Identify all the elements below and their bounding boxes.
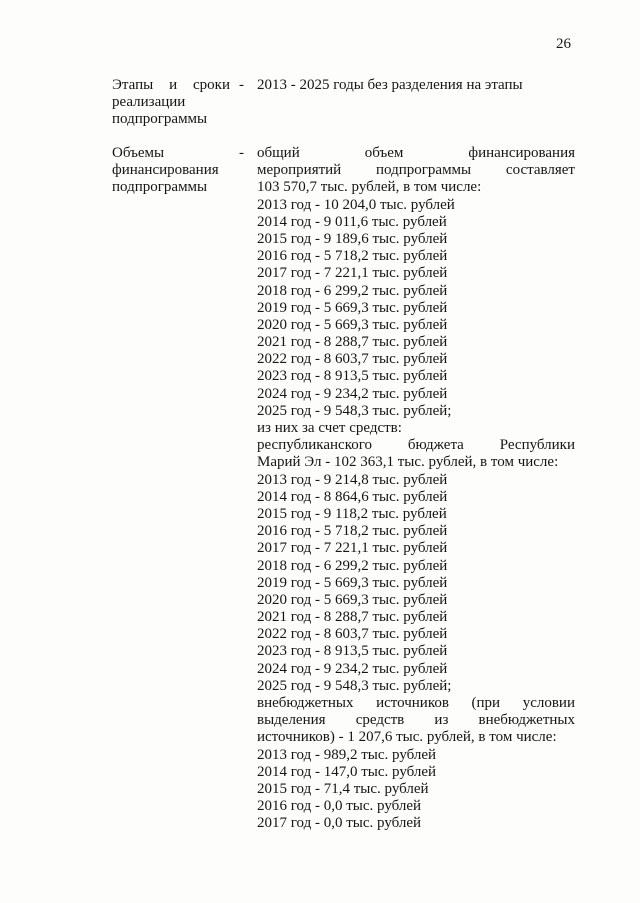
text-line <box>257 162 575 179</box>
text-line: 2016 год - 5 718,2 тыс. рублей <box>257 523 448 540</box>
word: сроки <box>193 77 230 93</box>
text-line: 2017 год - 7 221,1 тыс. рублей <box>257 265 448 282</box>
text-line: 2022 год - 8 603,7 тыс. рублей <box>257 626 448 643</box>
word: финансирования <box>468 145 575 161</box>
row-dash: - <box>239 77 244 93</box>
text-line: 2014 год - 8 864,6 тыс. рублей <box>257 488 448 505</box>
text-line: 2013 год - 989,2 тыс. рублей <box>257 746 437 763</box>
text-line: из них за счет средств: <box>257 420 402 436</box>
text-line: 103 570,7 тыс. рублей, в том числе: <box>257 179 482 196</box>
text-line: 2013 год - 10 204,0 тыс. рублей <box>257 196 455 213</box>
text-line <box>257 695 575 712</box>
row-label <box>112 145 230 197</box>
word: республиканского <box>257 437 372 454</box>
word: Республики <box>499 437 575 454</box>
row-value <box>257 77 575 94</box>
text-line <box>257 712 575 729</box>
word: объем <box>364 145 404 161</box>
text-line: 2015 год - 71,4 тыс. рублей <box>257 780 429 797</box>
word: составляет <box>505 162 575 179</box>
text-line: 2024 год - 9 234,2 тыс. рублей <box>257 385 448 402</box>
text-line: 2022 год - 8 603,7 тыс. рублей <box>257 351 448 368</box>
word: внебюджетных <box>257 695 354 711</box>
text-line: 2015 год - 9 189,6 тыс. рублей <box>257 230 448 247</box>
text-line: 2024 год - 9 234,2 тыс. рублей <box>257 660 448 677</box>
text-line: 2023 год - 8 913,5 тыс. рублей <box>257 643 448 660</box>
word: и <box>169 77 178 93</box>
text-line: 2021 год - 8 288,7 тыс. рублей <box>257 609 448 626</box>
text-line: 2016 год - 0,0 тыс. рублей <box>257 798 422 815</box>
text-line: источников) - 1 207,6 тыс. рублей, в том числе: <box>257 729 557 746</box>
text-line: 2013 - 2025 годы без разделения на этапы <box>257 77 523 93</box>
text-line: подпрограммы <box>112 179 208 196</box>
word: условии <box>522 695 575 711</box>
word: средств <box>355 712 405 729</box>
row-dash: - <box>239 145 244 161</box>
word: бюджета <box>407 437 464 454</box>
text-line <box>257 145 575 162</box>
text-line: 2021 год - 8 288,7 тыс. рублей <box>257 334 448 351</box>
text-line: 2014 год - 147,0 тыс. рублей <box>257 763 437 780</box>
text-line <box>112 77 230 94</box>
row-value <box>257 145 575 833</box>
word: подпрограммы <box>376 162 472 179</box>
text-line <box>257 437 575 454</box>
text-line: 2013 год - 9 214,8 тыс. рублей <box>257 471 448 488</box>
text-line: 2025 год - 9 548,3 тыс. рублей; <box>257 402 452 419</box>
text-line: 2017 год - 0,0 тыс. рублей <box>257 815 422 832</box>
word: из <box>434 712 449 729</box>
text-line: 2015 год - 9 118,2 тыс. рублей <box>257 505 447 522</box>
text-line: Марий Эл - 102 363,1 тыс. рублей, в том числе: <box>257 454 559 471</box>
text-line: 2023 год - 8 913,5 тыс. рублей <box>257 368 448 385</box>
row-label <box>112 77 230 129</box>
text-line: 2014 год - 9 011,6 тыс. рублей <box>257 213 447 230</box>
word: Этапы <box>112 77 154 93</box>
text-line: 2017 год - 7 221,1 тыс. рублей <box>257 540 448 557</box>
text-line: реализации <box>112 94 186 111</box>
text-line: подпрограммы <box>112 111 208 128</box>
word: мероприятий <box>257 162 342 179</box>
word: источников <box>376 695 449 711</box>
word: выделения <box>257 712 326 729</box>
text-line: 2019 год - 5 669,3 тыс. рублей <box>257 299 448 316</box>
text-line: 2018 год - 6 299,2 тыс. рублей <box>257 557 448 574</box>
text-line: 2016 год - 5 718,2 тыс. рублей <box>257 248 448 265</box>
page-number: 26 <box>556 36 571 52</box>
text-line: 2020 год - 5 669,3 тыс. рублей <box>257 316 448 333</box>
text-line: финансирования <box>112 162 219 179</box>
word: внебюджетных <box>478 712 575 729</box>
word: (при <box>471 695 501 711</box>
text-line: 2019 год - 5 669,3 тыс. рублей <box>257 574 448 591</box>
text-line: Объемы <box>112 145 165 161</box>
text-line: 2020 год - 5 669,3 тыс. рублей <box>257 591 448 608</box>
text-line: 2018 год - 6 299,2 тыс. рублей <box>257 282 448 299</box>
text-line: 2025 год - 9 548,3 тыс. рублей; <box>257 677 452 694</box>
word: общий <box>257 145 300 161</box>
